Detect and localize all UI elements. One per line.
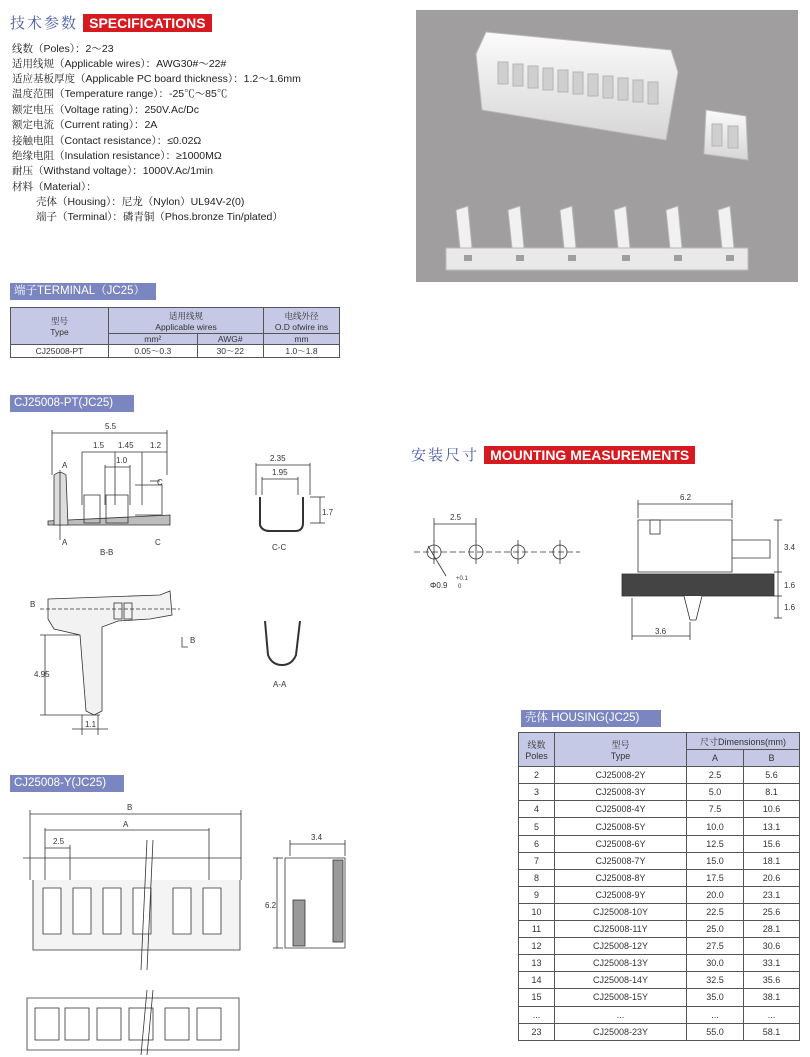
spec-en-title: SPECIFICATIONS xyxy=(83,14,211,32)
terminal-od-header-en: O.D ofwire ins xyxy=(274,321,329,332)
housing-cell: CJ25008-9Y xyxy=(555,886,687,903)
terminal-sub-mm: mm xyxy=(264,334,340,345)
housing-cell: 7 xyxy=(519,852,555,869)
mounting-header xyxy=(411,444,695,465)
table-row xyxy=(519,784,800,801)
terminal-sub-mm2: mm² xyxy=(109,334,198,345)
housing-cell: CJ25008-12Y xyxy=(555,938,687,955)
table-row xyxy=(519,972,800,989)
pt-dim-label: B xyxy=(190,636,196,645)
mount-dim-label: 1.6 xyxy=(784,603,796,612)
housing-b-header: B xyxy=(744,750,800,767)
spec-line: 端子（Terminal）：磷青铜（Phos.bronze Tin/plated） xyxy=(36,211,283,223)
mounting-en-title: MOUNTING MEASUREMENTS xyxy=(484,446,695,464)
mount-dim-label: 1.6 xyxy=(784,581,796,590)
housing-cell: 2.5 xyxy=(687,767,744,784)
housing-cell: 23.1 xyxy=(744,886,800,903)
mounting-drawing xyxy=(410,490,802,650)
terminal-title-bar: 端子TERMINAL（JC25） xyxy=(10,283,156,300)
table-row xyxy=(519,955,800,972)
terminal-cell: CJ25008-PT xyxy=(11,345,109,358)
pt-dim-label: B-B xyxy=(100,548,114,557)
spec-cn-title: 技术参数 xyxy=(10,14,79,32)
housing-cell: 10 xyxy=(519,903,555,920)
terminal-type-header-cn: 型号 xyxy=(50,316,68,326)
mount-dim-label: 3.4 xyxy=(784,543,796,552)
housing-cell: ... xyxy=(744,1006,800,1023)
housing-cell: 25.0 xyxy=(687,921,744,938)
housing-type-header-en: Type xyxy=(610,751,631,762)
pt-dim-label: A-A xyxy=(273,680,287,689)
spec-line: 温度范围（Temperature range）：-25℃～85℃ xyxy=(12,88,228,100)
table-row xyxy=(11,345,340,358)
housing-cell: 15 xyxy=(519,989,555,1006)
housing-cell: 15.6 xyxy=(744,835,800,852)
housing-cell: 3 xyxy=(519,784,555,801)
pt-dim-label: 1.95 xyxy=(272,468,288,477)
housing-table xyxy=(518,732,800,1041)
housing-cell: CJ25008-5Y xyxy=(555,818,687,835)
housing-cell: 7.5 xyxy=(687,801,744,818)
housing-cell: 23 xyxy=(519,1023,555,1040)
table-row xyxy=(519,989,800,1006)
table-row xyxy=(519,886,800,903)
housing-cell: CJ25008-15Y xyxy=(555,989,687,1006)
pt-dim-label: B xyxy=(30,600,36,609)
spec-line: 额定电流（Current rating）：2A xyxy=(12,119,158,131)
mount-dim-label: +0.1 xyxy=(456,576,468,582)
terminal-od-header xyxy=(264,308,340,334)
pt-dim-label: 4.95 xyxy=(34,670,50,679)
table-row xyxy=(519,835,800,852)
spec-line: 适应基板厚度（Applicable PC board thickness）：1.2～1.6mm xyxy=(12,73,301,85)
housing-cell: 14 xyxy=(519,972,555,989)
terminal-wires-header xyxy=(109,308,264,334)
pt-title-bar: CJ25008-PT(JC25) xyxy=(10,395,134,412)
housing-cell: CJ25008-6Y xyxy=(555,835,687,852)
housing-title-bar: 壳体 HOUSING(JC25) xyxy=(521,710,661,727)
terminal-type-header-en: Type xyxy=(50,327,69,337)
table-row xyxy=(519,921,800,938)
product-photo-illustration xyxy=(416,10,798,282)
housing-cell: ... xyxy=(687,1006,744,1023)
housing-cell: 30.6 xyxy=(744,938,800,955)
mount-dim-label: 0 xyxy=(458,584,462,590)
housing-cell: 33.1 xyxy=(744,955,800,972)
terminal-od-header-cn: 电线外径 xyxy=(284,310,319,321)
housing-type-header-cn: 型号 xyxy=(611,740,630,751)
y-title-bar: CJ25008-Y(JC25) xyxy=(10,775,124,792)
housing-cell: ... xyxy=(519,1006,555,1023)
housing-cell: 5.6 xyxy=(744,767,800,784)
housing-a-header: A xyxy=(687,750,744,767)
y-dim-label: 3.4 xyxy=(311,833,323,842)
pt-dim-label: 1.1 xyxy=(85,720,97,729)
housing-cell: 22.5 xyxy=(687,903,744,920)
spec-header xyxy=(10,12,212,33)
housing-cell: 30.0 xyxy=(687,955,744,972)
housing-cell: 58.1 xyxy=(744,1023,800,1040)
pt-dim-label: C xyxy=(157,478,163,487)
pt-dim-label: A xyxy=(62,461,68,470)
housing-cell: CJ25008-14Y xyxy=(555,972,687,989)
housing-cell: ... xyxy=(555,1006,687,1023)
mount-dim-label: Φ0.9 xyxy=(430,581,448,590)
housing-cell: 6 xyxy=(519,835,555,852)
housing-cell: CJ25008-3Y xyxy=(555,784,687,801)
housing-poles-header-en: Poles xyxy=(525,751,548,762)
housing-cell: 12 xyxy=(519,938,555,955)
housing-cell: 10.6 xyxy=(744,801,800,818)
terminal-cell: 0.05～0.3 xyxy=(109,345,198,358)
housing-cell: CJ25008-2Y xyxy=(555,767,687,784)
pt-dim-label: 5.5 xyxy=(105,422,117,431)
product-photo xyxy=(416,10,798,282)
housing-cell: 27.5 xyxy=(687,938,744,955)
housing-cell: 25.6 xyxy=(744,903,800,920)
housing-cell: 13 xyxy=(519,955,555,972)
pt-dim-label: 1.45 xyxy=(118,441,134,450)
y-drawing xyxy=(15,800,395,1055)
housing-dim-header: 尺寸Dimensions(mm) xyxy=(687,733,800,750)
pt-dim-label: 1.5 xyxy=(93,441,105,450)
housing-cell: 9 xyxy=(519,886,555,903)
terminal-type-header xyxy=(11,308,109,345)
housing-cell: 38.1 xyxy=(744,989,800,1006)
table-row xyxy=(519,1023,800,1040)
housing-cell: CJ25008-4Y xyxy=(555,801,687,818)
table-row xyxy=(519,818,800,835)
housing-cell: 4 xyxy=(519,801,555,818)
spec-line: 线数（Poles）：2～23 xyxy=(12,43,114,55)
housing-cell: 32.5 xyxy=(687,972,744,989)
spec-line: 材料（Material）： xyxy=(12,181,97,193)
housing-cell: CJ25008-11Y xyxy=(555,921,687,938)
mount-dim-label: 6.2 xyxy=(680,493,692,502)
table-row xyxy=(519,1006,800,1023)
spec-line: 接触电阻（Contact resistance）：≤0.02Ω xyxy=(12,135,202,147)
housing-cell: 8.1 xyxy=(744,784,800,801)
housing-cell: 35.6 xyxy=(744,972,800,989)
table-row xyxy=(519,903,800,920)
table-row xyxy=(519,938,800,955)
housing-cell: 15.0 xyxy=(687,852,744,869)
table-row xyxy=(519,869,800,886)
housing-cell: 12.5 xyxy=(687,835,744,852)
table-row xyxy=(519,852,800,869)
terminal-cell: 30～22 xyxy=(197,345,263,358)
terminal-cell: 1.0～1.8 xyxy=(264,345,340,358)
housing-cell: 5.0 xyxy=(687,784,744,801)
terminal-wires-header-en: Applicable wires xyxy=(155,321,217,332)
table-row xyxy=(519,767,800,784)
y-dim-label: 6.2 xyxy=(265,901,277,910)
housing-type-header xyxy=(555,733,687,767)
mount-dim-label: 2.5 xyxy=(450,513,462,522)
housing-cell: 10.0 xyxy=(687,818,744,835)
pt-dim-label: 1.2 xyxy=(150,441,162,450)
pt-dim-label: C-C xyxy=(272,543,287,552)
housing-cell: 13.1 xyxy=(744,818,800,835)
terminal-table xyxy=(10,307,340,358)
housing-cell: 55.0 xyxy=(687,1023,744,1040)
housing-cell: CJ25008-10Y xyxy=(555,903,687,920)
housing-poles-header xyxy=(519,733,555,767)
mount-dim-label: 3.6 xyxy=(655,627,667,636)
housing-cell: CJ25008-13Y xyxy=(555,955,687,972)
housing-cell: 20.0 xyxy=(687,886,744,903)
housing-cell: 5 xyxy=(519,818,555,835)
spec-line: 耐压（Withstand voltage）：1000V.Ac/1min xyxy=(12,165,213,177)
housing-cell: 20.6 xyxy=(744,869,800,886)
pt-drawing xyxy=(10,415,390,745)
housing-cell: CJ25008-7Y xyxy=(555,852,687,869)
pt-dim-label: 1.7 xyxy=(322,508,334,517)
table-row xyxy=(519,801,800,818)
housing-cell: 35.0 xyxy=(687,989,744,1006)
pt-dim-label: C xyxy=(155,538,161,547)
mounting-cn-title: 安装尺寸 xyxy=(411,446,480,464)
terminal-wires-header-cn: 适用线规 xyxy=(168,310,203,321)
pt-dim-label: 1.0 xyxy=(116,456,128,465)
pt-dim-label: 2.35 xyxy=(270,454,286,463)
pt-dim-label: A xyxy=(62,538,68,547)
housing-cell: 17.5 xyxy=(687,869,744,886)
housing-poles-header-cn: 线数 xyxy=(527,740,546,751)
housing-cell: 11 xyxy=(519,921,555,938)
spec-line: 壳体（Housing）：尼龙（Nylon）UL94V-2(0) xyxy=(36,196,245,208)
housing-cell: 18.1 xyxy=(744,852,800,869)
housing-cell: 28.1 xyxy=(744,921,800,938)
housing-cell: CJ25008-23Y xyxy=(555,1023,687,1040)
terminal-sub-awg: AWG# xyxy=(197,334,263,345)
y-dim-label: 2.5 xyxy=(53,837,65,846)
spec-line: 绝缘电阻（Insulation resistance）：≥1000MΩ xyxy=(12,150,222,162)
spec-line: 额定电压（Voltage rating）：250V.Ac/Dc xyxy=(12,104,199,116)
y-dim-label: A xyxy=(123,820,129,829)
housing-cell: 2 xyxy=(519,767,555,784)
y-dim-label: B xyxy=(127,803,133,812)
housing-cell: 8 xyxy=(519,869,555,886)
housing-cell: CJ25008-8Y xyxy=(555,869,687,886)
spec-line: 适用线规（Applicable wires）：AWG30#～22# xyxy=(12,58,227,70)
